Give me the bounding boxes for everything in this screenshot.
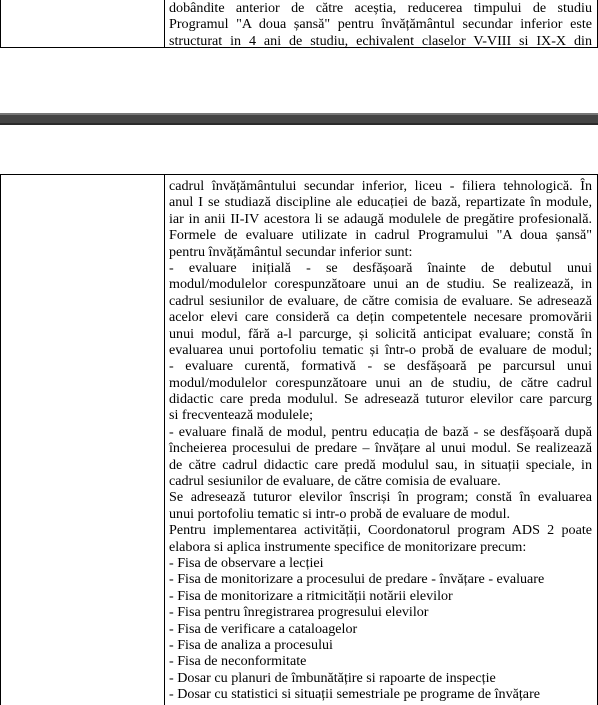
text-line: dobândite anterior de către aceștia, reducerea timpului de studiu bbox=[169, 0, 592, 16]
text-line: unui portofoliu tematic si intr-o probă de evaluare de modul. bbox=[169, 505, 511, 522]
text-line: Pentru implementarea activității, Coordonatorul program ADS 2 poate bbox=[169, 522, 592, 539]
text-line: structurat in 4 ani de studiu, echivalent claselor V-VIII si IX-X din bbox=[169, 32, 592, 49]
text-line: modul/modulelor corespunzătoare unui an de studiu, de către cadrul bbox=[169, 374, 592, 391]
top-table-fragment bbox=[0, 0, 598, 48]
text-line: evaluarea unui portofoliu tematic și într-o probă de evaluare de modul; bbox=[169, 341, 592, 358]
column-divider bbox=[164, 0, 165, 47]
text-line: didactic care preda modulul. Se adresează tuturor elevilor care parcurg bbox=[169, 391, 592, 408]
top-text-cell bbox=[169, 0, 592, 49]
text-line: - Fisa de analiza a procesului bbox=[169, 636, 333, 653]
text-line: cadrul sesiunilor de evaluare, de către comisia de evaluare. Se adresează bbox=[169, 292, 592, 309]
text-line: - Fisa de monitorizare a ritmicității notării elevilor bbox=[169, 587, 453, 604]
text-line: acelor elevi care consideră ca dețin competentele necesare promovării bbox=[169, 309, 592, 326]
text-line: încheierea procesului de predare – învățare al unui modul. Se realizează bbox=[169, 440, 592, 457]
text-line: - evaluare curentă, formativă - se desfășoară pe parcursul unui bbox=[169, 358, 592, 375]
text-line: si frecventează modulele; bbox=[169, 407, 313, 424]
text-line: - Fisa de neconformitate bbox=[169, 653, 307, 670]
text-line: - Fisa de verificare a cataloagelor bbox=[169, 620, 358, 637]
text-line: modul/modulelor corespunzătoare unui an de studiu. Se realizează, in bbox=[169, 276, 592, 293]
text-line: elabora si aplica instrumente specifice de monitorizare precum: bbox=[169, 538, 527, 555]
text-line: Formele de evaluare utilizate in cadrul Programului "A doua șansă" bbox=[169, 227, 592, 244]
bottom-text-cell bbox=[169, 178, 592, 703]
text-line: - Fisa de monitorizare a procesului de predare - învățare - evaluare bbox=[169, 571, 545, 588]
text-line: Se adresează tuturor elevilor înscriși în program; constă în evaluarea bbox=[169, 489, 592, 506]
text-line: cadrul sesiunilor de evaluare, de către comisia de evaluare. bbox=[169, 473, 501, 490]
text-line: anul I se studiază discipline ale educației de bază, repartizate în module, bbox=[169, 194, 592, 211]
text-line: iar in anii II-IV acestora li se adaugă modulele de pregătire profesională. bbox=[169, 210, 592, 227]
text-line: de către cadrul didactic care predă modulul sau, in situații speciale, in bbox=[169, 456, 592, 473]
column-divider bbox=[164, 175, 165, 705]
text-line: - Dosar cu statistici si situații semestriale pe programe de învățare bbox=[169, 686, 541, 703]
bottom-table-fragment bbox=[0, 174, 598, 705]
text-line: Programul "A doua șansă" pentru învățământul secundar inferior este bbox=[169, 16, 592, 33]
text-line: - Fisa de observare a lecției bbox=[169, 554, 324, 571]
text-line: pentru învățământul secundar inferior sunt: bbox=[169, 243, 413, 260]
text-line: cadrul învățământului secundar inferior, liceu - filiera tehnologică. În bbox=[169, 178, 592, 194]
text-line: unui modul, fără a-l parcurge, și solicită anticipat evaluare; constă în bbox=[169, 325, 592, 342]
text-line: - evaluare finală de modul, pentru educația de bază - se desfășoară după bbox=[169, 423, 592, 440]
text-line: - Fisa pentru înregistrarea progresului elevilor bbox=[169, 604, 429, 621]
text-line: - Dosar cu planuri de îmbunătățire si rapoarte de inspecție bbox=[169, 669, 496, 686]
page-separator bbox=[0, 113, 598, 125]
text-line: - evaluare inițială - se desfășoară înainte de debutul unui bbox=[169, 259, 592, 276]
